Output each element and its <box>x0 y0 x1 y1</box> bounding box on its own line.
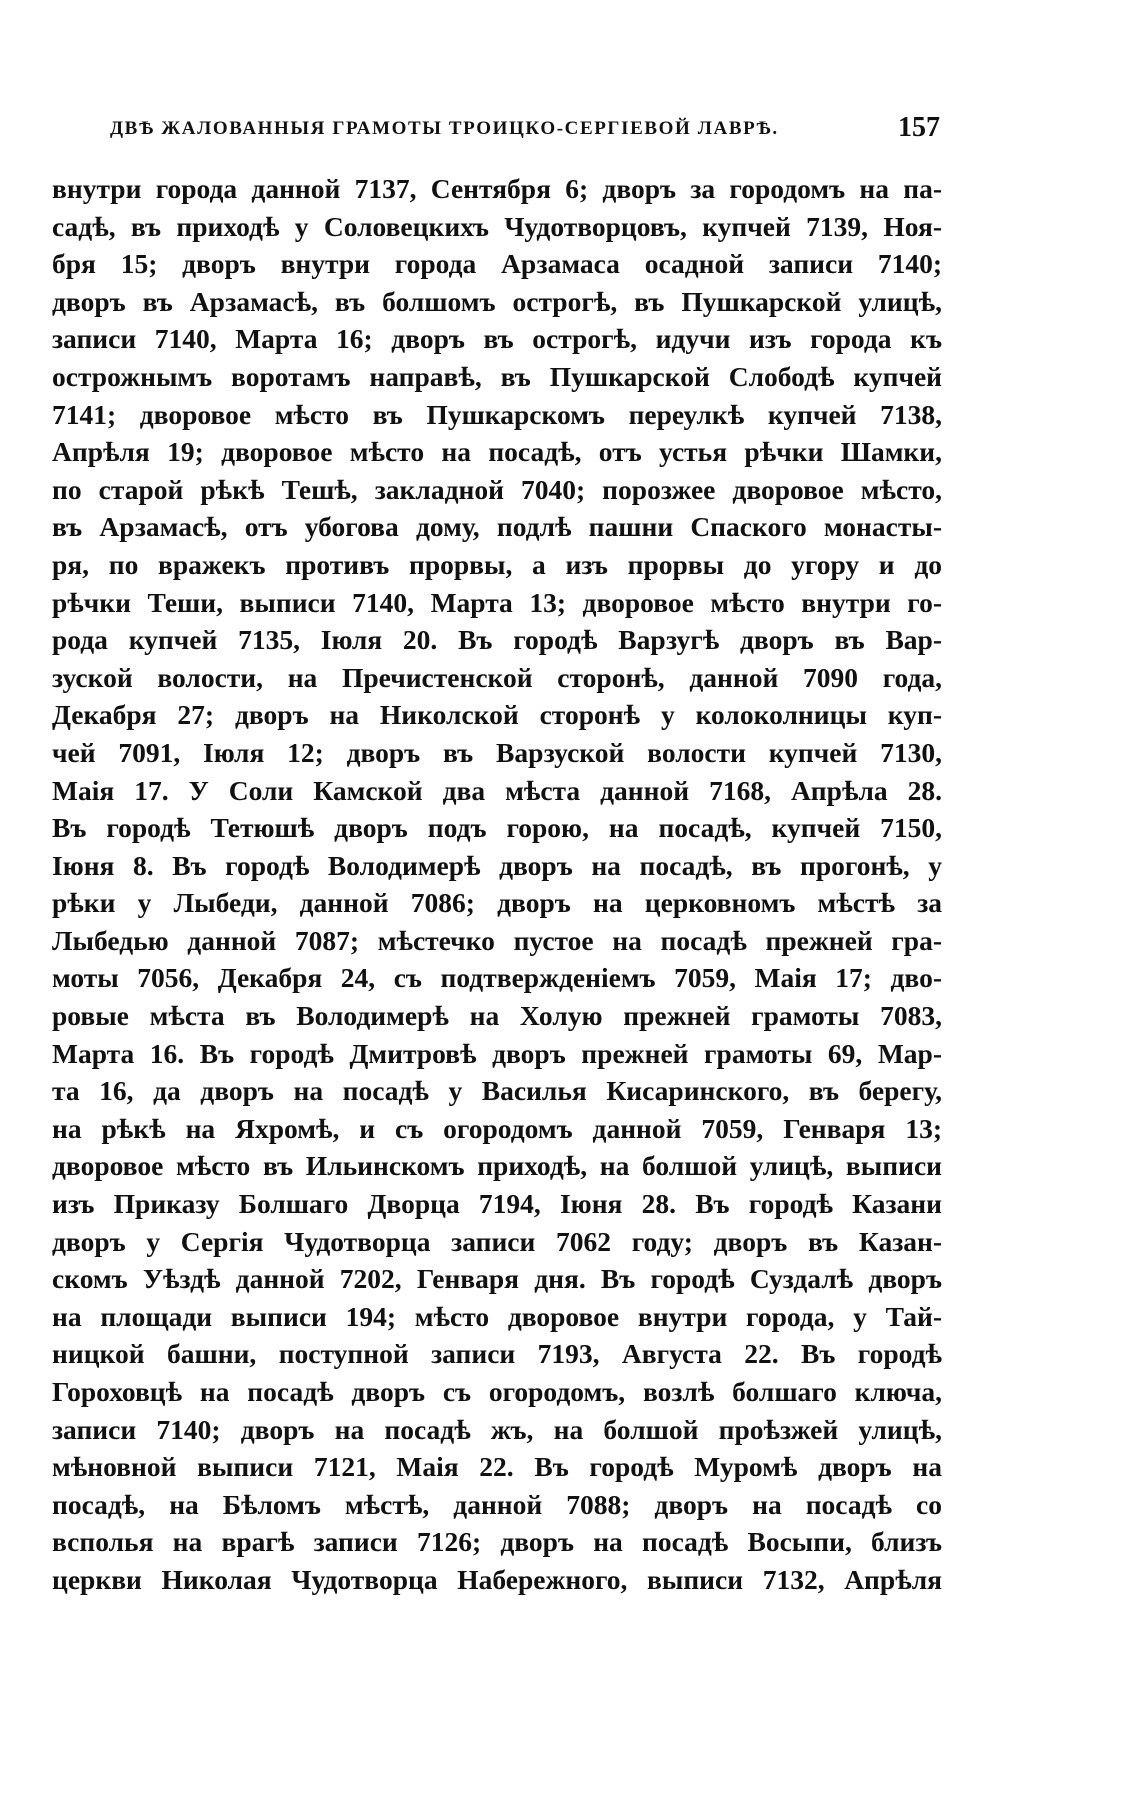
text-line: записи 7140; дворъ на посадѣ жъ, на болшой проѣзжей улицѣ, <box>52 1413 942 1445</box>
text-line: Лыбедью данной 7087; мѣстечко пустое на посадѣ прежней гра- <box>52 924 942 956</box>
running-title: ДВѢ ЖАЛОВАННЫЯ ГРАМОТЫ ТРОИЦКО-СЕРГІЕВОЙ ЛАВРѢ. <box>110 118 779 139</box>
text-line: 7141; дворовое мѣсто въ Пушкарскомъ переулкѣ купчей 7138, <box>52 398 942 430</box>
text-line: садѣ, въ приходѣ у Соловецкихъ Чудотворцовъ, купчей 7139, Ноя- <box>52 210 942 242</box>
text-line: церкви Николая Чудотворца Набережного, выписи 7132, Апрѣля <box>52 1563 942 1595</box>
text-line: посадѣ, на Бѣломъ мѣстѣ, данной 7088; дворъ на посадѣ со <box>52 1488 942 1520</box>
text-line: та 16, да дворъ на посадѣ у Василья Кисаринского, въ берегу, <box>52 1075 942 1107</box>
text-line: по старой рѣкѣ Тешѣ, закладной 7040; порозжее дворовое мѣсто, <box>52 473 942 505</box>
text-line: Іюня 8. Въ городѣ Володимерѣ дворъ на посадѣ, въ прогонѣ, у <box>52 849 942 881</box>
text-line: изъ Приказу Болшаго Дворца 7194, Іюня 28. Въ городѣ Казани <box>52 1188 942 1220</box>
text-line: рѣчки Теши, выписи 7140, Марта 13; дворовое мѣсто внутри го- <box>52 586 942 618</box>
text-line: Маія 17. У Соли Камской два мѣста данной 7168, Апрѣла 28. <box>52 774 942 806</box>
text-line: дворъ у Сергія Чудотворца записи 7062 году; дворъ въ Казан- <box>52 1225 942 1257</box>
text-line: острожнымъ воротамъ направѣ, въ Пушкарской Слободѣ купчей <box>52 360 942 392</box>
text-line: дворъ въ Арзамасѣ, въ болшомъ острогѣ, въ Пушкарской улицѣ, <box>52 285 942 317</box>
text-line: Апрѣля 19; дворовое мѣсто на посадѣ, отъ устья рѣчки Шамки, <box>52 436 942 468</box>
running-head <box>110 112 940 148</box>
text-line: ря, по вражекъ противъ прорвы, а изъ прорвы до угору и до <box>52 548 942 580</box>
text-line: Гороховцѣ на посадѣ дворъ съ огородомъ, возлѣ болшаго ключа, <box>52 1376 942 1407</box>
text-line: моты 7056, Декабря 24, съ подтвержденіемъ 7059, Маія 17; дво- <box>52 962 942 994</box>
text-line: бря 15; дворъ внутри города Арзамаса осадной записи 7140; <box>52 248 942 280</box>
text-line: рѣки у Лыбеди, данной 7086; дворъ на церковномъ мѣстѣ за <box>52 887 942 919</box>
text-line: ницкой башни, поступной записи 7193, Августа 22. Въ городѣ <box>52 1338 942 1370</box>
text-line: скомъ Уѣздѣ данной 7202, Генваря дня. Въ городѣ Суздалѣ дворъ <box>52 1263 942 1295</box>
text-line: на площади выписи 194; мѣсто дворовое внутри города, у Тай- <box>52 1300 942 1332</box>
text-line: всполья на врагѣ записи 7126; дворъ на посадѣ Восыпи, близъ <box>52 1526 942 1558</box>
text-line: Въ городѣ Тетюшѣ дворъ подъ горою, на посадѣ, купчей 7150, <box>52 812 942 844</box>
text-line: записи 7140, Марта 16; дворъ въ острогѣ, идучи изъ города къ <box>52 323 942 355</box>
text-line: ровые мѣста въ Володимерѣ на Холую прежней грамоты 7083, <box>52 1000 942 1032</box>
text-line: внутри города данной 7137, Сентября 6; дворъ за городомъ на па- <box>52 173 942 204</box>
text-line: Марта 16. Въ городѣ Дмитровѣ дворъ прежней грамоты 69, Мар- <box>52 1037 942 1069</box>
text-line: дворовое мѣсто въ Ильинскомъ приходѣ, на болшой улицѣ, выписи <box>52 1150 942 1182</box>
text-line: на рѣкѣ на Яхромѣ, и съ огородомъ данной 7059, Генваря 13; <box>52 1112 942 1144</box>
text-line: рода купчей 7135, Іюля 20. Въ городѣ Варзугѣ дворъ въ Вар- <box>52 624 942 656</box>
text-line: зуской волости, на Пречистенской сторонѣ, данной 7090 года, <box>52 661 942 693</box>
text-line: въ Арзамасѣ, отъ убогова дому, подлѣ пашни Спаского монасты- <box>52 511 942 543</box>
page-number: 157 <box>898 112 940 143</box>
text-line: чей 7091, Іюля 12; дворъ въ Варзуской волости купчей 7130, <box>52 736 942 768</box>
text-line: мѣновной выписи 7121, Маія 22. Въ городѣ Муромѣ дворъ на <box>52 1451 942 1483</box>
text-line: Декабря 27; дворъ на Николской сторонѣ у колоколницы куп- <box>52 699 942 731</box>
body-text <box>52 170 942 1599</box>
